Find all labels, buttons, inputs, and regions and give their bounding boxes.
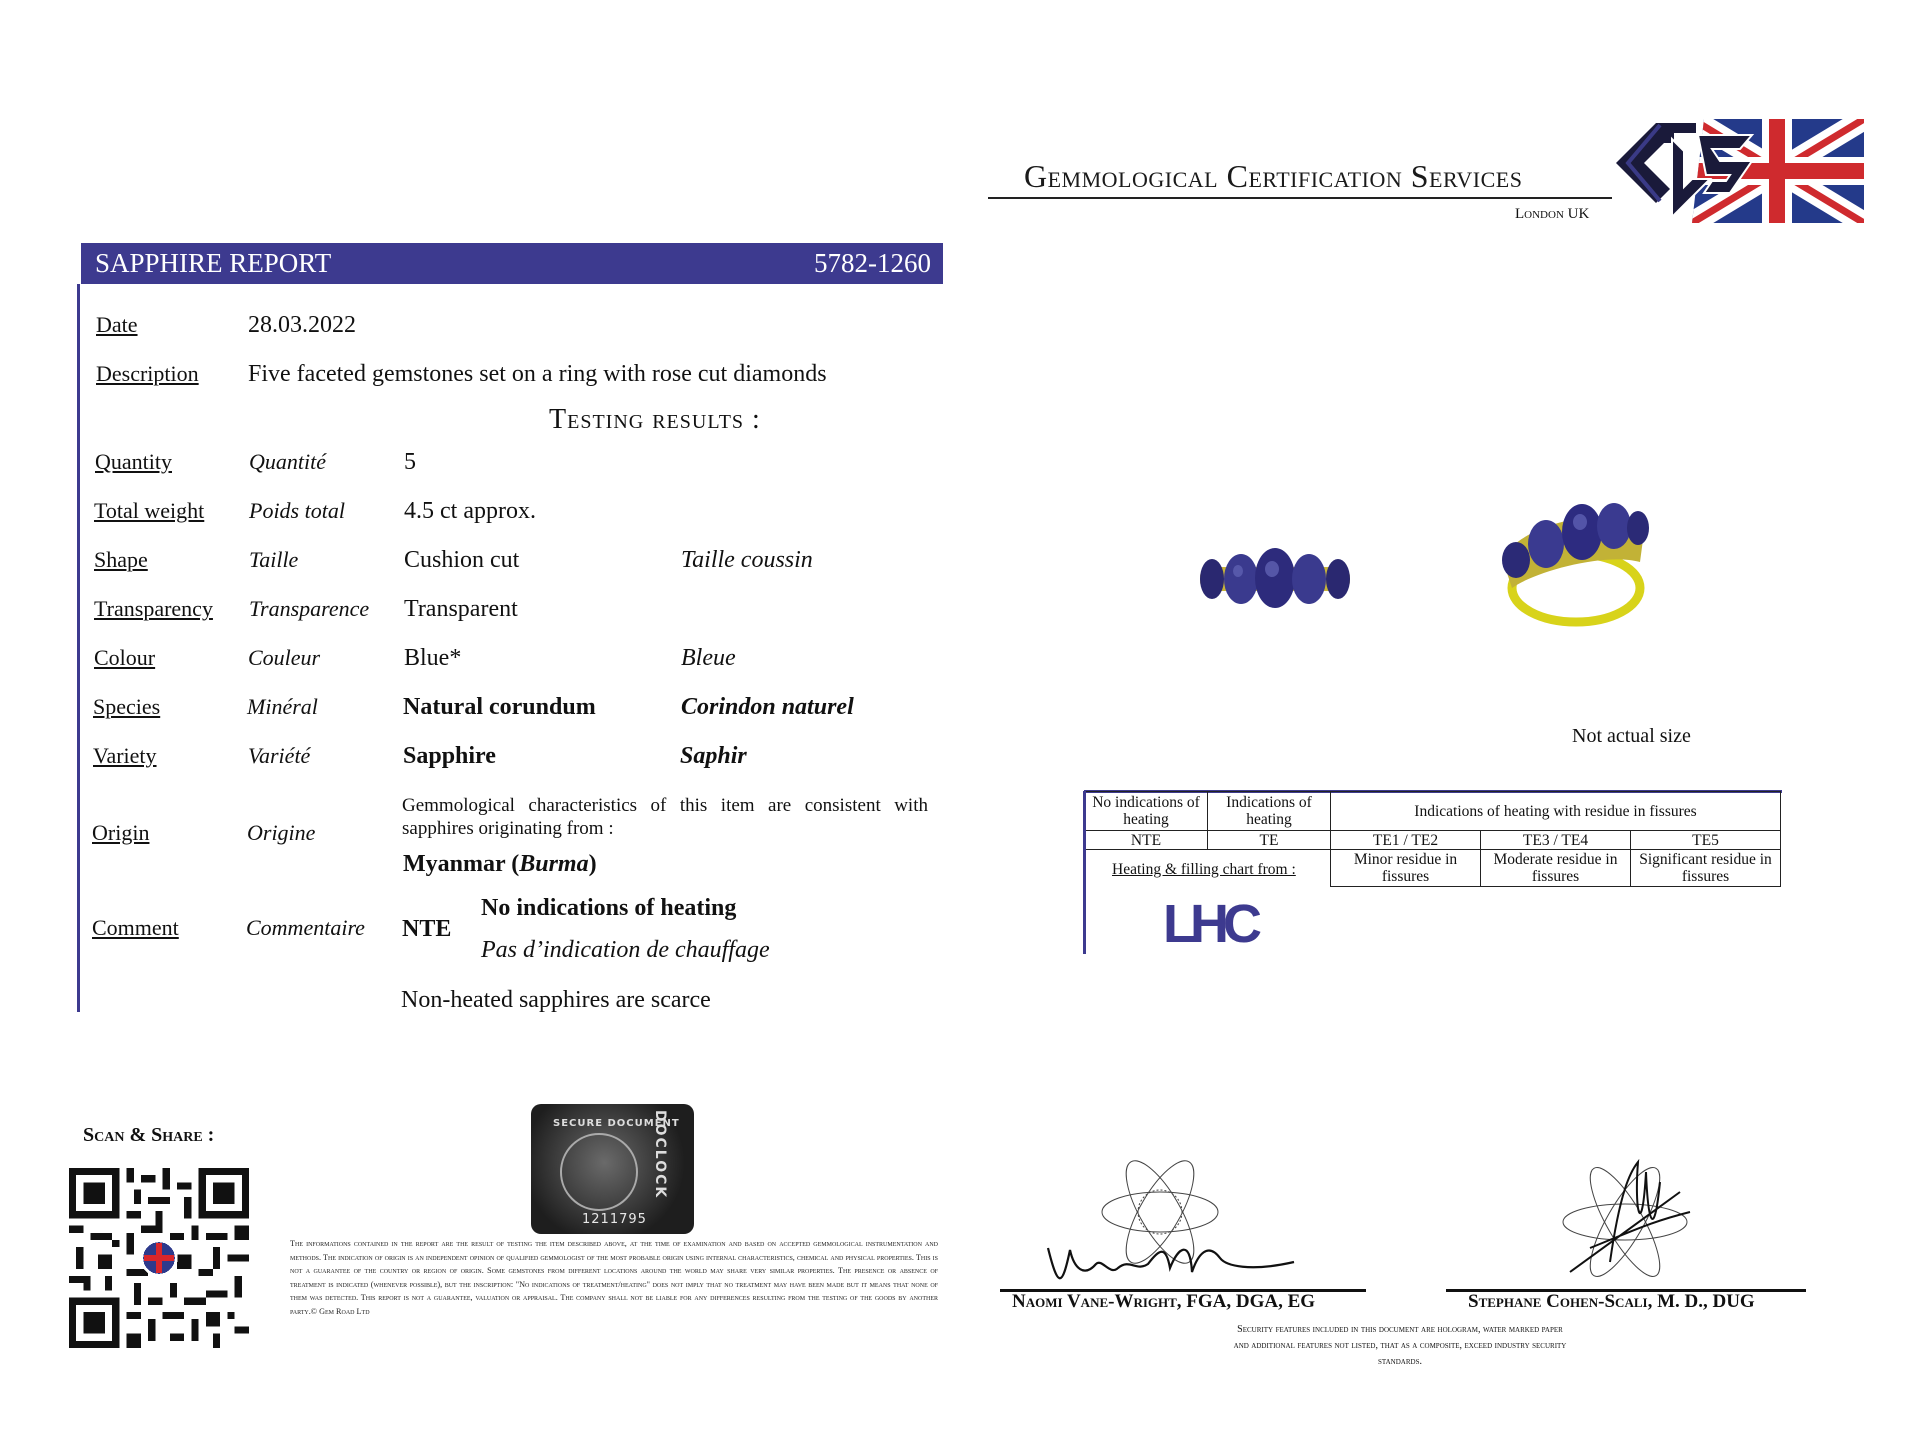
variety-label: Variety xyxy=(93,743,157,768)
transparency-label: Transparency xyxy=(94,596,213,621)
scan-share-label: Scan & Share : xyxy=(83,1124,215,1146)
ring-angle-image xyxy=(1494,492,1650,630)
heat-code: TE xyxy=(1208,831,1331,850)
company-name: Gemmological Certification Services xyxy=(1024,158,1523,194)
heat-code: TE3 / TE4 xyxy=(1481,831,1631,850)
heat-code: NTE xyxy=(1085,831,1208,850)
total-weight-label-fr: Poids total xyxy=(249,498,345,523)
lock-icon xyxy=(560,1133,638,1211)
colour-label-fr: Couleur xyxy=(248,645,321,670)
colour-label: Colour xyxy=(94,645,156,670)
heat-residue: Significant residue in fissures xyxy=(1631,850,1781,887)
report-number: 5782-1260 xyxy=(814,248,931,278)
variety-value: Sapphire xyxy=(403,743,496,769)
comment-code: NTE xyxy=(402,916,452,942)
quantity-value: 5 xyxy=(404,449,416,475)
gcs-logo xyxy=(1612,117,1866,225)
transparency-label-fr: Transparence xyxy=(249,596,370,621)
comment-label-fr: Commentaire xyxy=(246,915,365,940)
heat-code: TE1 / TE2 xyxy=(1331,831,1481,850)
report-title: SAPPHIRE REPORT xyxy=(95,248,332,278)
testing-results-heading: Testing results : xyxy=(549,404,761,435)
lhc-logo: LHC xyxy=(1163,894,1256,954)
description-value: Five faceted gemstones set on a ring with rose cut diamonds xyxy=(248,361,827,387)
description-label: Description xyxy=(96,361,199,386)
species-label-fr: Minéral xyxy=(247,694,318,719)
ring-front-image xyxy=(1196,543,1354,613)
date-label: Date xyxy=(96,312,138,337)
species-value: Natural corundum xyxy=(403,694,596,720)
signature-right xyxy=(1550,1152,1700,1292)
company-city: London UK xyxy=(1515,206,1590,222)
signatory-right: Stephane Cohen-Scali, M. D., DUG xyxy=(1468,1291,1755,1312)
comment-value-fr: Pas d’indication de chauffage xyxy=(481,937,770,963)
company-underline xyxy=(988,197,1612,199)
heat-code: TE5 xyxy=(1631,831,1781,850)
quantity-label-fr: Quantité xyxy=(249,449,326,474)
shape-label-fr: Taille xyxy=(249,547,299,572)
shape-value-fr: Taille coussin xyxy=(681,547,813,573)
origin-label: Origin xyxy=(92,820,150,845)
heat-residue: Moderate residue in fissures xyxy=(1481,850,1631,887)
colour-value: Blue* xyxy=(404,645,462,671)
comment-note: Non-heated sapphires are scarce xyxy=(401,987,711,1013)
shape-label: Shape xyxy=(94,547,148,572)
origin-description: Gemmological characteristics of this item are consistent with sapphires originating from : xyxy=(402,795,928,839)
origin-country-name: Myanmar xyxy=(403,851,506,877)
colour-value-fr: Bleue xyxy=(681,645,736,671)
security-features-text: Security features included in this document are hologram, water marked paper and additional features not listed, that as a composite, exceed industry security standards. xyxy=(1233,1324,1567,1367)
hologram-side-text: DOCLOCK xyxy=(652,1110,668,1200)
image-caption: Not actual size xyxy=(1572,725,1691,747)
hologram-number: 1211795 xyxy=(582,1212,647,1227)
shape-value: Cushion cut xyxy=(404,547,520,573)
report-header xyxy=(81,243,943,284)
heat-residue: Minor residue in fissures xyxy=(1331,850,1481,887)
origin-label-fr: Origine xyxy=(247,820,316,845)
origin-country: Myanmar (Burma) xyxy=(403,851,597,877)
variety-label-fr: Variété xyxy=(248,743,311,768)
total-weight-label: Total weight xyxy=(94,498,205,523)
heating-chart-link[interactable]: Heating & filling chart from : xyxy=(1112,861,1296,878)
disclaimer-text: The informations contained in the report are the result of testing the item described above, at the time of examination and based on accepted gemmological instrumentation and methods. The indication of origin is an independent opinion of qualified gemmologist of the most probable origin using internal characteristics, chemical and physical properties. This is not a guarantee of the country or region of origin. Some gemstones from different locations around the world may share very similar properties. The presence or absence of treatment is indicated (whenever possible), but the inscription: "No indications of treatment/heating" does not imply that no treatment may have been made but it means that none of them was detected. This report is not a guarantee, valuation or appraisal. The company shall not be liable for any differences resulting from the testing of the goods by another party.© Gem Road Ltd xyxy=(290,1239,938,1316)
heating-table-left-bar xyxy=(1083,791,1086,954)
comment-label: Comment xyxy=(92,915,179,940)
heat-head-te: Indications of heating xyxy=(1208,792,1331,831)
total-weight-value: 4.5 ct approx. xyxy=(404,498,536,524)
heat-head-residue: Indications of heating with residue in fissures xyxy=(1331,792,1781,831)
qr-code[interactable] xyxy=(69,1168,249,1348)
date-value: 28.03.2022 xyxy=(248,312,356,338)
signature-left xyxy=(1040,1228,1300,1292)
species-label: Species xyxy=(93,694,161,719)
variety-value-fr: Saphir xyxy=(680,743,747,769)
origin-country-alt: Burma xyxy=(519,851,589,877)
report-frame-left xyxy=(77,284,80,1012)
heat-head-nte: No indications of heating xyxy=(1085,792,1208,831)
hologram-arc-text: SECURE DOCUMENT xyxy=(553,1118,680,1129)
signatory-left: Naomi Vane-Wright, FGA, DGA, EG xyxy=(1012,1291,1316,1312)
transparency-value: Transparent xyxy=(404,596,518,622)
species-value-fr: Corindon naturel xyxy=(681,694,854,720)
comment-value: No indications of heating xyxy=(481,895,737,921)
quantity-label: Quantity xyxy=(95,449,172,474)
